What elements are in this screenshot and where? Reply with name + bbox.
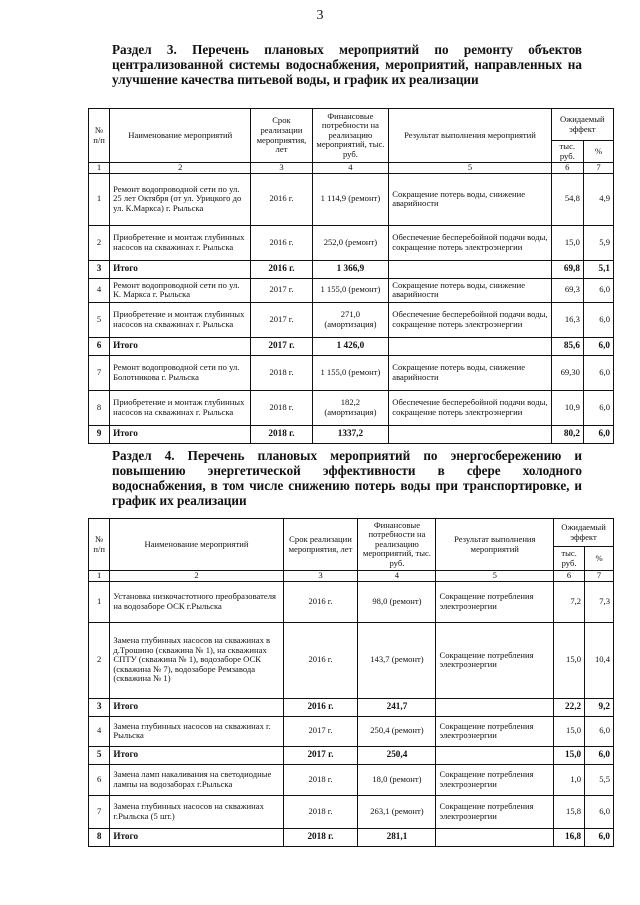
row-name: Приобретение и монтаж глубинных насосов на скважинах г. Рыльска xyxy=(110,225,251,260)
row-effect-pct: 5,1 xyxy=(583,260,613,278)
row-effect-rub: 15,0 xyxy=(551,225,583,260)
row-effect-rub: 16,3 xyxy=(551,302,583,337)
row-term: 2017 г. xyxy=(283,746,358,764)
section-4-table xyxy=(88,518,614,847)
row-effect-rub: 15,0 xyxy=(554,746,585,764)
header-name: Наименование мероприятий xyxy=(110,109,251,163)
row-term: 2017 г. xyxy=(283,716,358,746)
row-result: Обеспечение бесперебойной подачи воды, сокращение потерь электроэнергии xyxy=(389,302,551,337)
column-index-cell: 7 xyxy=(585,571,614,582)
header-number: № п/п xyxy=(89,519,110,571)
row-finance: 1 426,0 xyxy=(312,337,389,355)
row-number: 8 xyxy=(89,390,110,425)
row-name: Итого xyxy=(110,260,251,278)
row-number: 2 xyxy=(89,622,110,698)
row-term: 2017 г. xyxy=(251,337,312,355)
row-finance: 1 366,9 xyxy=(312,260,389,278)
header-name: Наименование мероприятий xyxy=(110,519,283,571)
row-term: 2017 г. xyxy=(251,302,312,337)
row-name: Итого xyxy=(110,337,251,355)
total-row xyxy=(89,828,614,846)
row-result xyxy=(389,337,551,355)
row-result: Сокращение потребления электроэнергии xyxy=(436,764,554,795)
column-index-cell: 2 xyxy=(110,163,251,174)
row-effect-pct: 5,5 xyxy=(585,764,614,795)
table-row xyxy=(89,355,614,390)
row-term: 2016 г. xyxy=(251,225,312,260)
table-header-row xyxy=(89,519,614,547)
row-number: 8 xyxy=(89,828,110,846)
row-term: 2016 г. xyxy=(283,698,358,716)
row-term: 2016 г. xyxy=(251,173,312,225)
row-finance: 271,0 (амортизация) xyxy=(312,302,389,337)
header-finance: Финансовые потребности на реализацию мероприятий, тыс. руб. xyxy=(358,519,436,571)
header-term: Срок реализации мероприятия, лет xyxy=(251,109,312,163)
table-row xyxy=(89,302,614,337)
row-name: Ремонт водопроводной сети по ул. 25 лет Октября (от ул. Урицкого до ул. К.Маркса) г. Рыльска xyxy=(110,173,251,225)
column-index-cell: 5 xyxy=(389,163,551,174)
total-row xyxy=(89,337,614,355)
header-term: Срок реализации мероприятия, лет xyxy=(283,519,358,571)
column-index-cell: 7 xyxy=(583,163,613,174)
header-effect-pct: % xyxy=(585,547,614,571)
total-row xyxy=(89,425,614,443)
row-number: 7 xyxy=(89,355,110,390)
row-name: Итого xyxy=(110,746,283,764)
row-finance: 252,0 (ремонт) xyxy=(312,225,389,260)
row-term: 2017 г. xyxy=(251,278,312,302)
section-3-title: Раздел 3. Перечень плановых мероприятий по ремонту объектов централизованной системы водоснабжения, мероприятий, направленных на улучшение качества питьевой воды, и график их реализации xyxy=(112,42,582,87)
row-result xyxy=(436,746,554,764)
row-number: 5 xyxy=(89,746,110,764)
column-index-cell: 6 xyxy=(551,163,583,174)
row-effect-rub: 15,0 xyxy=(554,716,585,746)
row-effect-pct: 6,0 xyxy=(585,795,614,828)
row-effect-rub: 15,8 xyxy=(554,795,585,828)
row-effect-pct: 6,0 xyxy=(585,716,614,746)
row-result: Обеспечение бесперебойной подачи воды, сокращение потерь электроэнергии xyxy=(389,225,551,260)
row-number: 6 xyxy=(89,764,110,795)
row-result: Сокращение потребления электроэнергии xyxy=(436,716,554,746)
column-index-row xyxy=(89,571,614,582)
row-effect-rub: 16,8 xyxy=(554,828,585,846)
row-effect-pct: 10,4 xyxy=(585,622,614,698)
section-3-table xyxy=(88,108,614,444)
row-term: 2018 г. xyxy=(283,828,358,846)
table-row xyxy=(89,764,614,795)
row-name: Замена глубинных насосов на скважинах г.Рыльска (5 шт.) xyxy=(110,795,283,828)
header-effect-pct: % xyxy=(583,141,613,163)
row-effect-pct: 6,0 xyxy=(585,828,614,846)
row-name: Ремонт водопроводной сети по ул. Болотникова г. Рыльска xyxy=(110,355,251,390)
row-name: Итого xyxy=(110,425,251,443)
row-number: 1 xyxy=(89,173,110,225)
row-effect-rub: 69,30 xyxy=(551,355,583,390)
row-number: 3 xyxy=(89,260,110,278)
row-effect-pct: 6,0 xyxy=(583,355,613,390)
column-index-row xyxy=(89,163,614,174)
row-effect-rub: 69,3 xyxy=(551,278,583,302)
header-effect-rub: тыс. руб. xyxy=(551,141,583,163)
row-effect-rub: 69,8 xyxy=(551,260,583,278)
row-result: Сокращение потребления электроэнергии xyxy=(436,581,554,622)
row-effect-rub: 54,8 xyxy=(551,173,583,225)
row-effect-pct: 5,9 xyxy=(583,225,613,260)
column-index-cell: 4 xyxy=(358,571,436,582)
row-number: 7 xyxy=(89,795,110,828)
row-effect-rub: 1,0 xyxy=(554,764,585,795)
row-effect-rub: 80,2 xyxy=(551,425,583,443)
row-finance: 182,2 (амортизация) xyxy=(312,390,389,425)
row-effect-pct: 6,0 xyxy=(583,425,613,443)
row-number: 6 xyxy=(89,337,110,355)
total-row xyxy=(89,698,614,716)
table-row xyxy=(89,278,614,302)
row-term: 2016 г. xyxy=(283,622,358,698)
row-finance: 1337,2 xyxy=(312,425,389,443)
row-result: Обеспечение бесперебойной подачи воды, сокращение потерь электроэнергии xyxy=(389,390,551,425)
page-number: 3 xyxy=(316,8,324,23)
header-effect-rub: тыс. руб. xyxy=(554,547,585,571)
row-term: 2016 г. xyxy=(283,581,358,622)
header-finance: Финансовые потребности на реализацию мероприятий, тыс. руб. xyxy=(312,109,389,163)
row-finance: 250,4 xyxy=(358,746,436,764)
row-term: 2018 г. xyxy=(251,355,312,390)
row-name: Итого xyxy=(110,828,283,846)
row-term: 2016 г. xyxy=(251,260,312,278)
row-finance: 98,0 (ремонт) xyxy=(358,581,436,622)
row-term: 2018 г. xyxy=(251,425,312,443)
header-result: Результат выполнения мероприятий xyxy=(436,519,554,571)
row-term: 2018 г. xyxy=(283,764,358,795)
row-effect-rub: 15,0 xyxy=(554,622,585,698)
row-number: 2 xyxy=(89,225,110,260)
row-finance: 1 155,0 (ремонт) xyxy=(312,355,389,390)
row-effect-pct: 7,3 xyxy=(585,581,614,622)
column-index-cell: 3 xyxy=(251,163,312,174)
row-finance: 241,7 xyxy=(358,698,436,716)
row-result xyxy=(389,260,551,278)
table-row xyxy=(89,622,614,698)
row-finance: 1 114,9 (ремонт) xyxy=(312,173,389,225)
table-header-row xyxy=(89,109,614,141)
row-effect-pct: 9,2 xyxy=(585,698,614,716)
column-index-cell: 1 xyxy=(89,163,110,174)
table-row xyxy=(89,581,614,622)
total-row xyxy=(89,746,614,764)
row-finance: 250,4 (ремонт) xyxy=(358,716,436,746)
row-number: 4 xyxy=(89,278,110,302)
row-name: Ремонт водопроводной сети по ул. К. Маркса г. Рыльска xyxy=(110,278,251,302)
table-row xyxy=(89,390,614,425)
row-number: 9 xyxy=(89,425,110,443)
row-number: 1 xyxy=(89,581,110,622)
column-index-cell: 5 xyxy=(436,571,554,582)
row-name: Итого xyxy=(110,698,283,716)
column-index-cell: 3 xyxy=(283,571,358,582)
header-effect: Ожидаемый эффект xyxy=(551,109,613,141)
row-effect-pct: 4,9 xyxy=(583,173,613,225)
row-result: Сокращение потерь воды, снижение аварийности xyxy=(389,278,551,302)
row-finance: 1 155,0 (ремонт) xyxy=(312,278,389,302)
row-effect-rub: 85,6 xyxy=(551,337,583,355)
header-number: № п/п xyxy=(89,109,110,163)
row-finance: 143,7 (ремонт) xyxy=(358,622,436,698)
row-effect-pct: 6,0 xyxy=(583,390,613,425)
header-result: Результат выполнения мероприятий xyxy=(389,109,551,163)
row-effect-rub: 7,2 xyxy=(554,581,585,622)
row-finance: 18,0 (ремонт) xyxy=(358,764,436,795)
row-result: Сокращение потерь воды, снижение аварийности xyxy=(389,173,551,225)
row-name: Приобретение и монтаж глубинных насосов на скважинах г. Рыльска xyxy=(110,302,251,337)
row-result xyxy=(436,698,554,716)
row-name: Замена ламп накаливания на светодиодные лампы на водозаборах г.Рыльска xyxy=(110,764,283,795)
table-row xyxy=(89,173,614,225)
column-index-cell: 4 xyxy=(312,163,389,174)
row-number: 5 xyxy=(89,302,110,337)
row-effect-rub: 10,9 xyxy=(551,390,583,425)
table-row xyxy=(89,225,614,260)
section-4-title: Раздел 4. Перечень плановых мероприятий по энергосбережению и повышению энергетической эффективности в сфере холодного водоснабжения, в том числе снижению потерь воды при транспортировке, и график их реализации xyxy=(112,448,582,508)
row-name: Замена глубинных насосов на скважинах г. Рыльска xyxy=(110,716,283,746)
row-finance: 281,1 xyxy=(358,828,436,846)
row-name: Установка низкочастотного преобразователя на водозаборе ОСК г.Рыльска xyxy=(110,581,283,622)
row-term: 2018 г. xyxy=(283,795,358,828)
table-row xyxy=(89,795,614,828)
row-result: Сокращение потребления электроэнергии xyxy=(436,795,554,828)
column-index-cell: 2 xyxy=(110,571,283,582)
table-row xyxy=(89,716,614,746)
row-name: Замена глубинных насосов на скважинах в д.Трошино (скважина № 1), на скважинах СПТУ (скважина № 1), водозаборе ОСК (скважина № 7), водозаборе Ремзавода (скважина № 1) xyxy=(110,622,283,698)
row-finance: 263,1 (ремонт) xyxy=(358,795,436,828)
total-row xyxy=(89,260,614,278)
row-effect-rub: 22,2 xyxy=(554,698,585,716)
row-effect-pct: 6,0 xyxy=(583,337,613,355)
row-number: 4 xyxy=(89,716,110,746)
row-result xyxy=(436,828,554,846)
row-result: Сокращение потерь воды, снижение аварийности xyxy=(389,355,551,390)
row-effect-pct: 6,0 xyxy=(583,278,613,302)
row-result xyxy=(389,425,551,443)
column-index-cell: 1 xyxy=(89,571,110,582)
row-name: Приобретение и монтаж глубинных насосов на скважинах г. Рыльска xyxy=(110,390,251,425)
row-number: 3 xyxy=(89,698,110,716)
row-effect-pct: 6,0 xyxy=(585,746,614,764)
row-result: Сокращение потребления электроэнергии xyxy=(436,622,554,698)
row-term: 2018 г. xyxy=(251,390,312,425)
column-index-cell: 6 xyxy=(554,571,585,582)
header-effect: Ожидаемый эффект xyxy=(554,519,614,547)
row-effect-pct: 6,0 xyxy=(583,302,613,337)
